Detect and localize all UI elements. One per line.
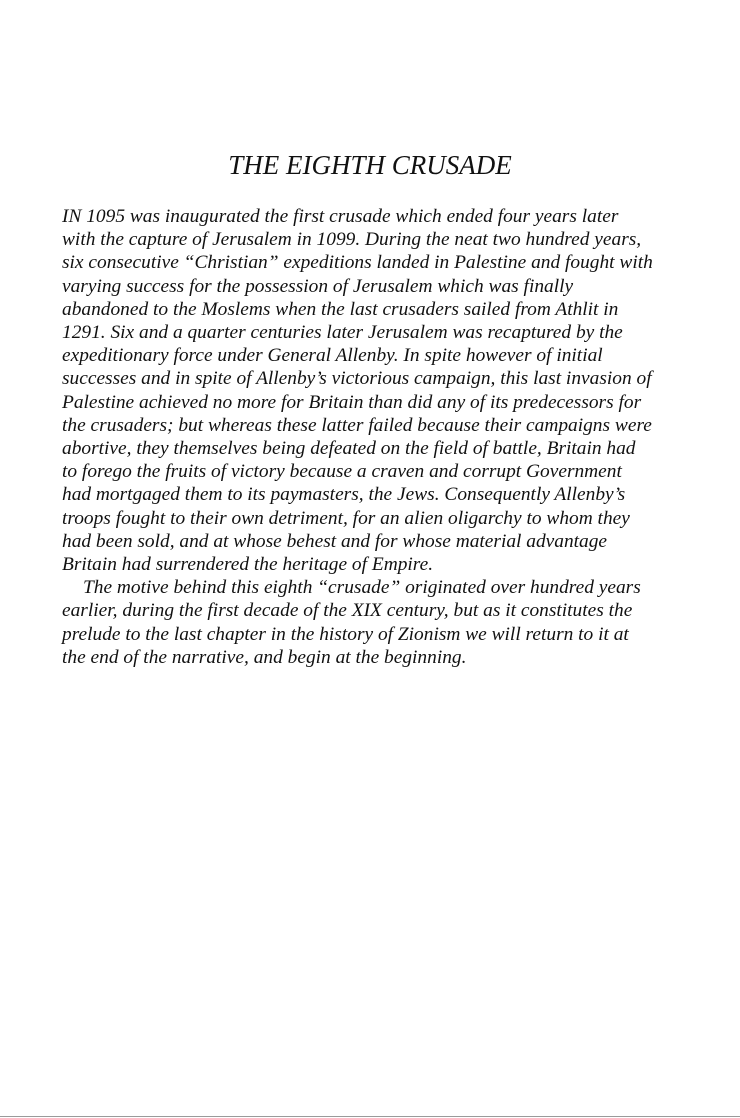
page-title: THE EIGHTH CRUSADE [228,150,512,180]
paragraph-2 [62,576,682,669]
page-bottom-border [0,1116,740,1117]
text-line: prelude to the last chapter in the history of Zionism we will return to it at [62,623,629,645]
text-line: earlier, during the first decade of the XIX century, but as it constitutes the [62,600,633,622]
text-line: Britain had surrendered the heritage of Empire. [62,554,434,576]
paragraph-1 [62,205,682,576]
text-line: troops fought to their own detriment, for an alien oligarchy to whom they [62,507,630,529]
text-line: had mortgaged them to its paymasters, the Jews. Consequently Allenby’s [62,484,626,506]
text-line: abortive, they themselves being defeated on the field of battle, Britain had [62,438,636,460]
text-line: to forego the fruits of victory because a craven and corrupt Government [62,461,622,483]
body-text [62,205,682,669]
text-line: The motive behind this eighth “crusade” originated over hundred years [83,577,641,599]
text-line: 1291. Six and a quarter centuries later Jerusalem was recaptured by the [62,322,623,344]
text-line: varying success for the possession of Jerusalem which was finally [62,275,574,297]
text-line: successes and in spite of Allenby’s victorious campaign, this last invasion of [62,368,652,390]
text-line: Palestine achieved no more for Britain than did any of its predecessors for [62,391,642,413]
text-line: had been sold, and at whose behest and for whose material advantage [62,530,608,552]
text-line: IN 1095 was inaugurated the first crusade which ended four years later [62,206,619,227]
text-line: with the capture of Jerusalem in 1099. During the neat two hundred years, [62,229,642,251]
text-line: six consecutive “Christian” expeditions landed in Palestine and fought with [62,252,653,274]
text-line: expeditionary force under General Allenby. In spite however of initial [62,345,603,367]
text-line: the crusaders; but whereas these latter failed because their campaigns were [62,414,652,436]
text-line: the end of the narrative, and begin at the beginning. [62,646,467,668]
text-line: abandoned to the Moslems when the last crusaders sailed from Athlit in [62,298,619,320]
